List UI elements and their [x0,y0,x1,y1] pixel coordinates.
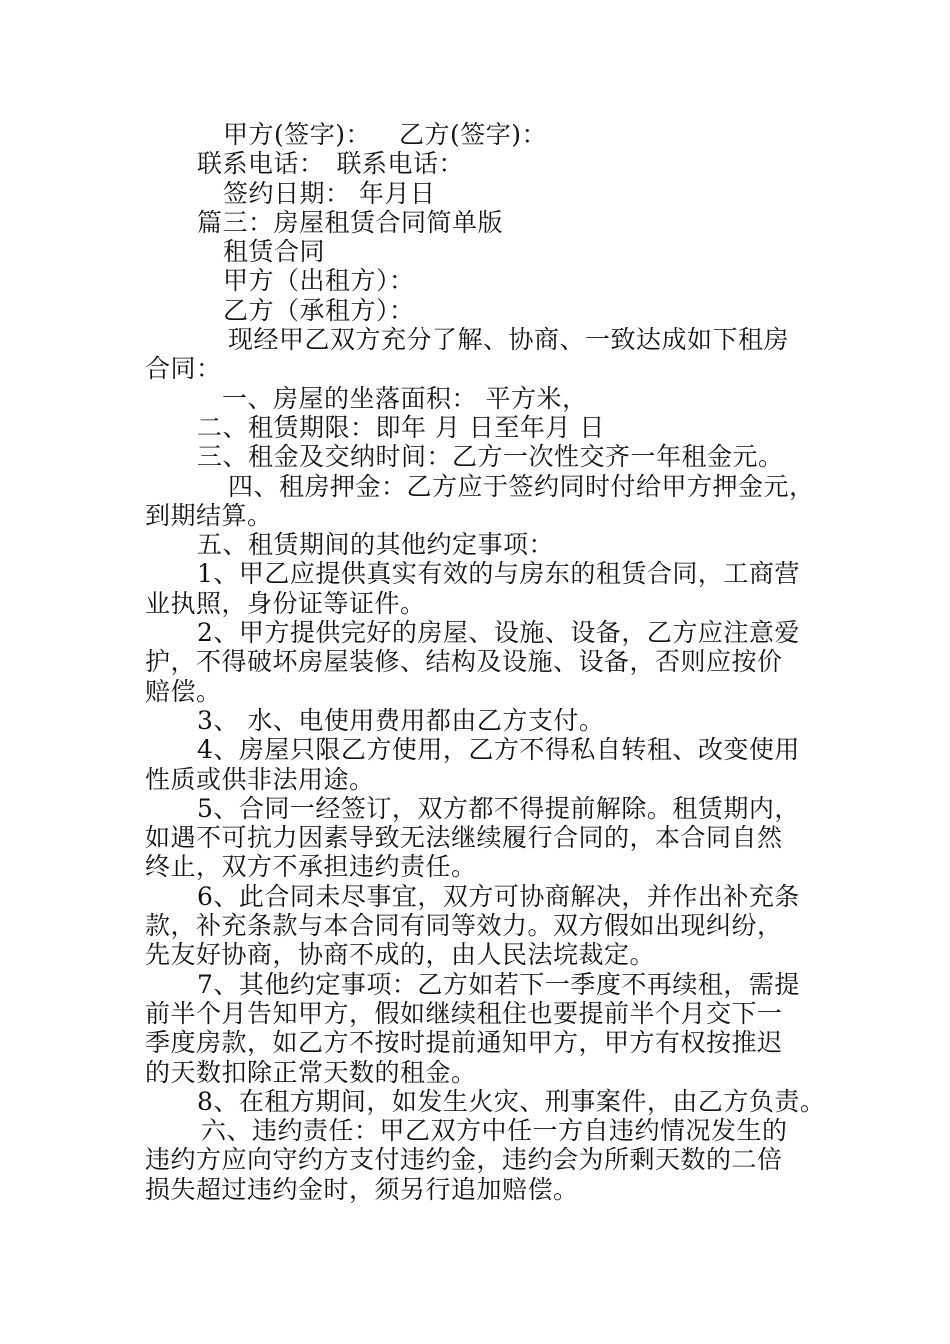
sub-clause-2-line-1: 2、甲方提供完好的房屋、设施、设备，乙方应注意爱 [197,618,800,648]
sub-clause-4-line-1: 4、房屋只限乙方使用，乙方不得私自转租、改变使用 [197,735,800,765]
sub-clause-7-line-2: 前半个月告知甲方，假如继续租住也要提前半个月交下一 [145,998,783,1028]
clause-6-line-2: 违约方应向守约方支付违约金，违约会为所剩天数的二倍 [145,1145,783,1175]
sub-clause-7-line-4: 的天数扣除正常天数的租金。 [145,1057,477,1087]
contract-title: 租赁合同 [223,237,326,267]
clause-5: 五、租赁期间的其他约定事项： [197,530,555,560]
sub-clause-8: 8、在租方期间，如发生火灾、刑事案件，由乙方负责。 [197,1086,826,1116]
document-body [145,120,826,1204]
phone-line [145,149,815,178]
party-a-phone-label: 联系电话： [197,149,325,179]
sub-clause-7-line-3: 季度房款，如乙方不按时提前通知甲方，甲方有权按推迟 [145,1028,783,1058]
intro-line-1: 现经甲乙双方充分了解、协商、一致达成如下租房 [228,325,790,355]
sign-date-line: 签约日期： 年月日 [223,178,436,208]
sub-clause-6-line-2: 款，补充条款与本合同有同等效力。双方假如出现纠纷， [145,911,783,941]
party-b-signature-label: 乙方(签字)： [399,120,548,149]
sub-clause-5-line-1: 5、合同一经签订，双方都不得提前解除。租赁期内， [197,793,800,823]
sub-clause-4-line-2: 性质或供非法用途。 [145,764,375,794]
sub-clause-6-line-1: 6、此合同未尽事宜，双方可协商解决，并作出补充条 [197,881,800,911]
sub-clause-2-line-2: 护，不得破坏房屋装修、结构及设施、设备，否则应按价 [145,647,783,677]
clause-1: 一、房屋的坐落面积： 平方米， [222,383,588,413]
party-a-signature-label: 甲方(签字)： [223,120,372,149]
sub-clause-7-line-1: 7、其他约定事项：乙方如若下一季度不再续租，需提 [197,969,800,999]
sub-clause-6-line-3: 先友好协商，协商不成的，由人民法垸裁定。 [145,940,656,970]
intro-line-2: 合同： [145,354,222,384]
sub-clause-5-line-2: 如遇不可抗力因素导致无法继续履行合同的，本合同自然 [145,823,783,853]
sub-clause-2-line-3: 赔偿。 [145,676,222,706]
section-title: 篇三：房屋租赁合同简单版 [197,207,504,237]
sub-clause-3: 3、 水、电使用费用都由乙方支付。 [197,705,605,735]
clause-4-line-1: 四、租房押金：乙方应于签约同时付给甲方押金元， [228,471,815,501]
sub-clause-1-line-2: 业执照，身份证等证件。 [145,588,426,618]
sub-clause-1-line-1: 1、甲乙应提供真实有效的与房东的租赁合同，工商营 [197,559,800,589]
party-b-line: 乙方（承租方）： [223,295,415,325]
clause-3: 三、租金及交纳时间：乙方一次性交齐一年租金元。 [197,442,784,472]
clause-2: 二、租赁期限：即年 月 日至年月 日 [197,412,605,442]
clause-6-line-1: 六、违约责任：甲乙双方中任一方自违约情况发生的 [201,1116,788,1146]
clause-4-line-2: 到期结算。 [145,500,273,530]
clause-6-line-3: 损失超过违约金时，须另行追加赔偿。 [145,1174,579,1204]
party-a-line: 甲方（出租方）： [223,266,415,296]
sub-clause-5-line-3: 终止，双方不承担违约责任。 [145,852,477,882]
party-b-phone-label: 联系电话： [336,149,465,179]
signature-line [145,120,815,149]
